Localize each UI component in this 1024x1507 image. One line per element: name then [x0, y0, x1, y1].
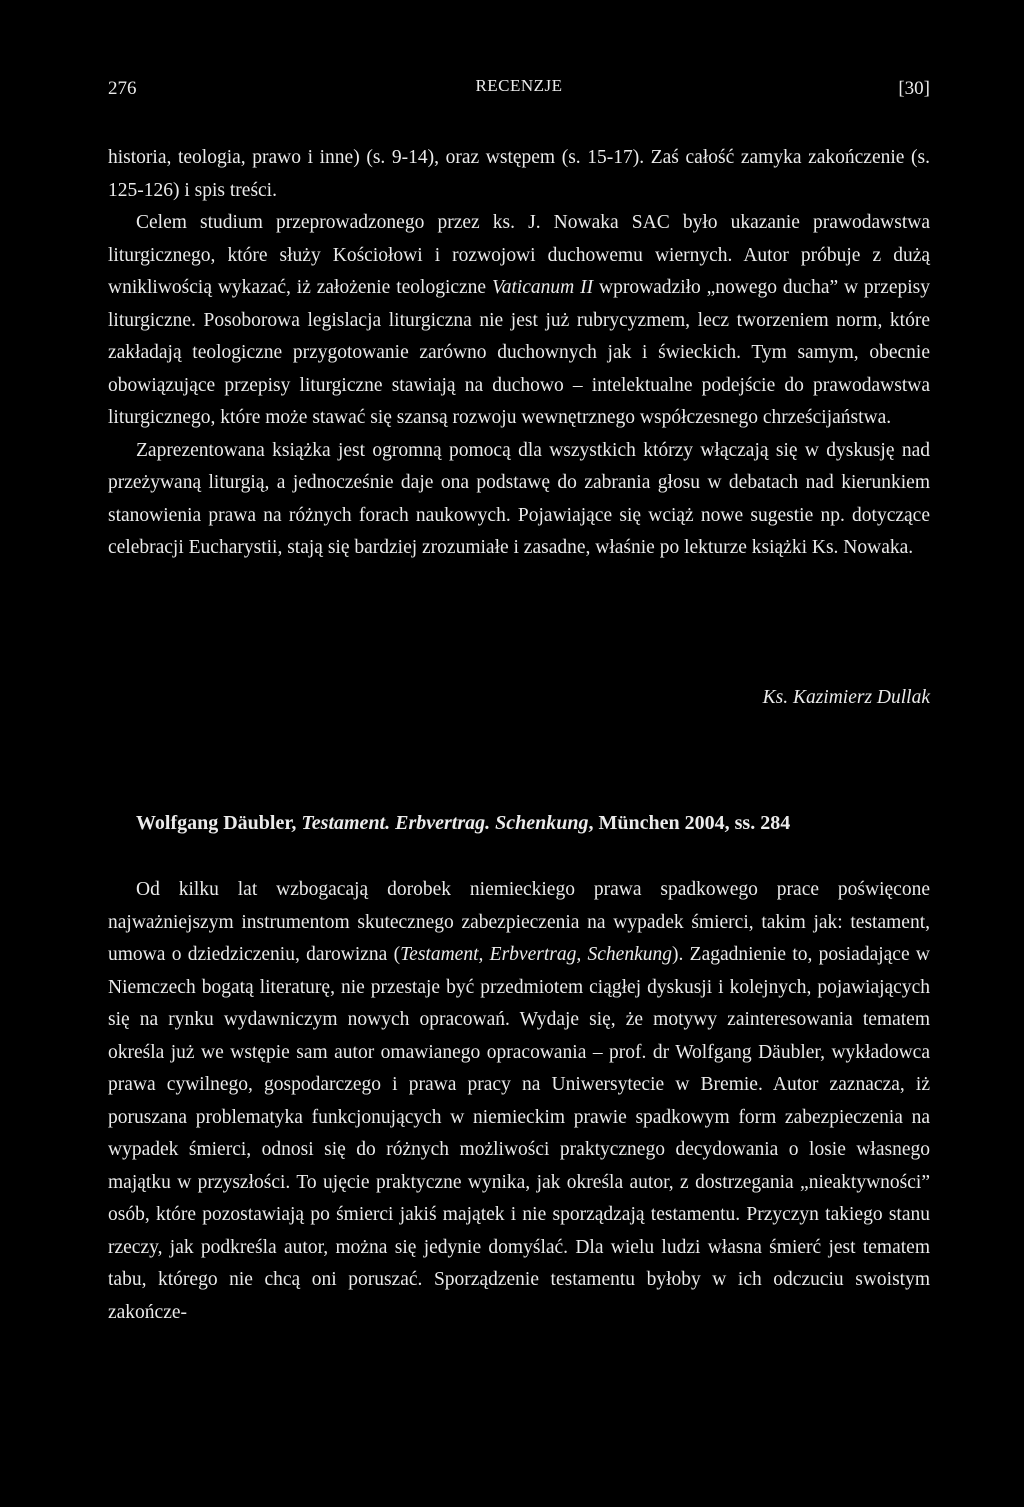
paragraph: [108, 874, 930, 1329]
book-publication: , München 2004, ss. 284: [588, 812, 791, 834]
paragraph: Zaprezentowana książka jest ogromną pomocą dla wszystkich którzy włączają się w dyskusję nad przeżywaną liturgią, a jednocześnie daje ona podstawę do zabrania głosu w debatach nad kierunkiem stanowienia prawa na różnych forach naukowych. Pojawiające się wciąż nowe sugestie np. dotyczące celebracji Eucharystii, stają się bardziej zrozumiałe i zasadne, właśnie po lekturze książki Ks. Nowaka.: [108, 439, 930, 558]
section-title: RECENZJE: [475, 76, 563, 95]
italic-term: Testament, Erbvertrag, Schenkung: [400, 944, 672, 965]
bracket-number: [30]: [898, 78, 930, 99]
running-header: [108, 74, 930, 104]
paragraph: historia, teologia, prawo i inne) (s. 9-14), oraz wstępem (s. 15-17). Zaś całość zamyka zakończenie (s. 125-126) i spis treści.: [108, 147, 930, 201]
reviewer-signature: Ks. Kazimierz Dullak: [762, 687, 930, 708]
review-1-body: [108, 142, 930, 565]
italic-term: Vaticanum II: [491, 277, 594, 298]
page-number: 276: [108, 78, 137, 99]
paragraph-text: Celem studium przeprowadzonego przez ks. J. Nowaka SAC było ukazanie prawodawstwa liturgicznego, które służy Kościołowi i rozwojowi duchowemu wiernych. Autor próbuje z dużą wnikliwością wykazać, iż założenie teologiczne: [108, 212, 930, 298]
review-2-body: [108, 874, 930, 1329]
paragraph-text: ). Zagadnienie to, posiadające w Niemczech bogatą literaturę, nie przestaje być przedmiotem ciągłej dyskusji i kolejnych, pojawiających się na rynku wydawniczym nowych opracowań. Wydaje się, że motywy zainteresowania tematem określa już we wstępie sam autor omawianego opracowania – prof. dr Wolfgang Däubler, wykładowca prawa cywilnego, gospodarczego i prawa pracy na Uniwersytecie w Bremie. Autor zaznacza, iż poruszana problematyka funkcjonujących w niemieckim prawie spadkowym form zabezpieczenia na wypadek śmierci, odnosi się do różnych możliwości praktycznego decydowania o losie własnego majątku w przyszłości. To ujęcie praktyczne wynika, jak określa autor, z dostrzegania „nieaktywności” osób, które pozostawiają po śmierci jakiś majątek i nie sporządzają testamentu. Przyczyn takiego stanu rzeczy, jak podkreśla autor, można się jedynie domyślać. Dla wielu ludzi własna śmierć jest tematem tabu, którego nie chcą oni poruszać. Sporządzenie testamentu byłoby w ich odczuciu swoistym zakończe-: [108, 944, 931, 1323]
book-author: Wolfgang Däubler,: [136, 812, 302, 834]
paragraph: [108, 207, 930, 435]
review-2-title: [136, 812, 790, 835]
paragraph-text: wprowadziło „nowego ducha” w przepisy liturgiczne. Posoborowa legislacja liturgiczna nie jest już rubrycyzmem, lecz tworzeniem norm, które zakładają teologiczne przygotowanie zarówno duchownych jak i świeckich. Tym samym, obecnie obowiązujące przepisy liturgiczne stawiają na duchowo – intelektualne podejście do prawodawstwa liturgicznego, które może stawać się szansą rozwoju wewnętrznego współczesnego chrześcijaństwa.: [108, 277, 930, 428]
paragraph-text: Od kilku lat wzbogacają dorobek niemieckiego prawa spadkowego prace poświęcone najważniejszym instrumentom skutecznego zabezpieczenia na wypadek śmierci, takim jak: testament, umowa o dziedziczeniu, darowizna (: [108, 879, 930, 965]
book-title: Testament. Erbvertrag. Schenkung: [301, 812, 589, 834]
